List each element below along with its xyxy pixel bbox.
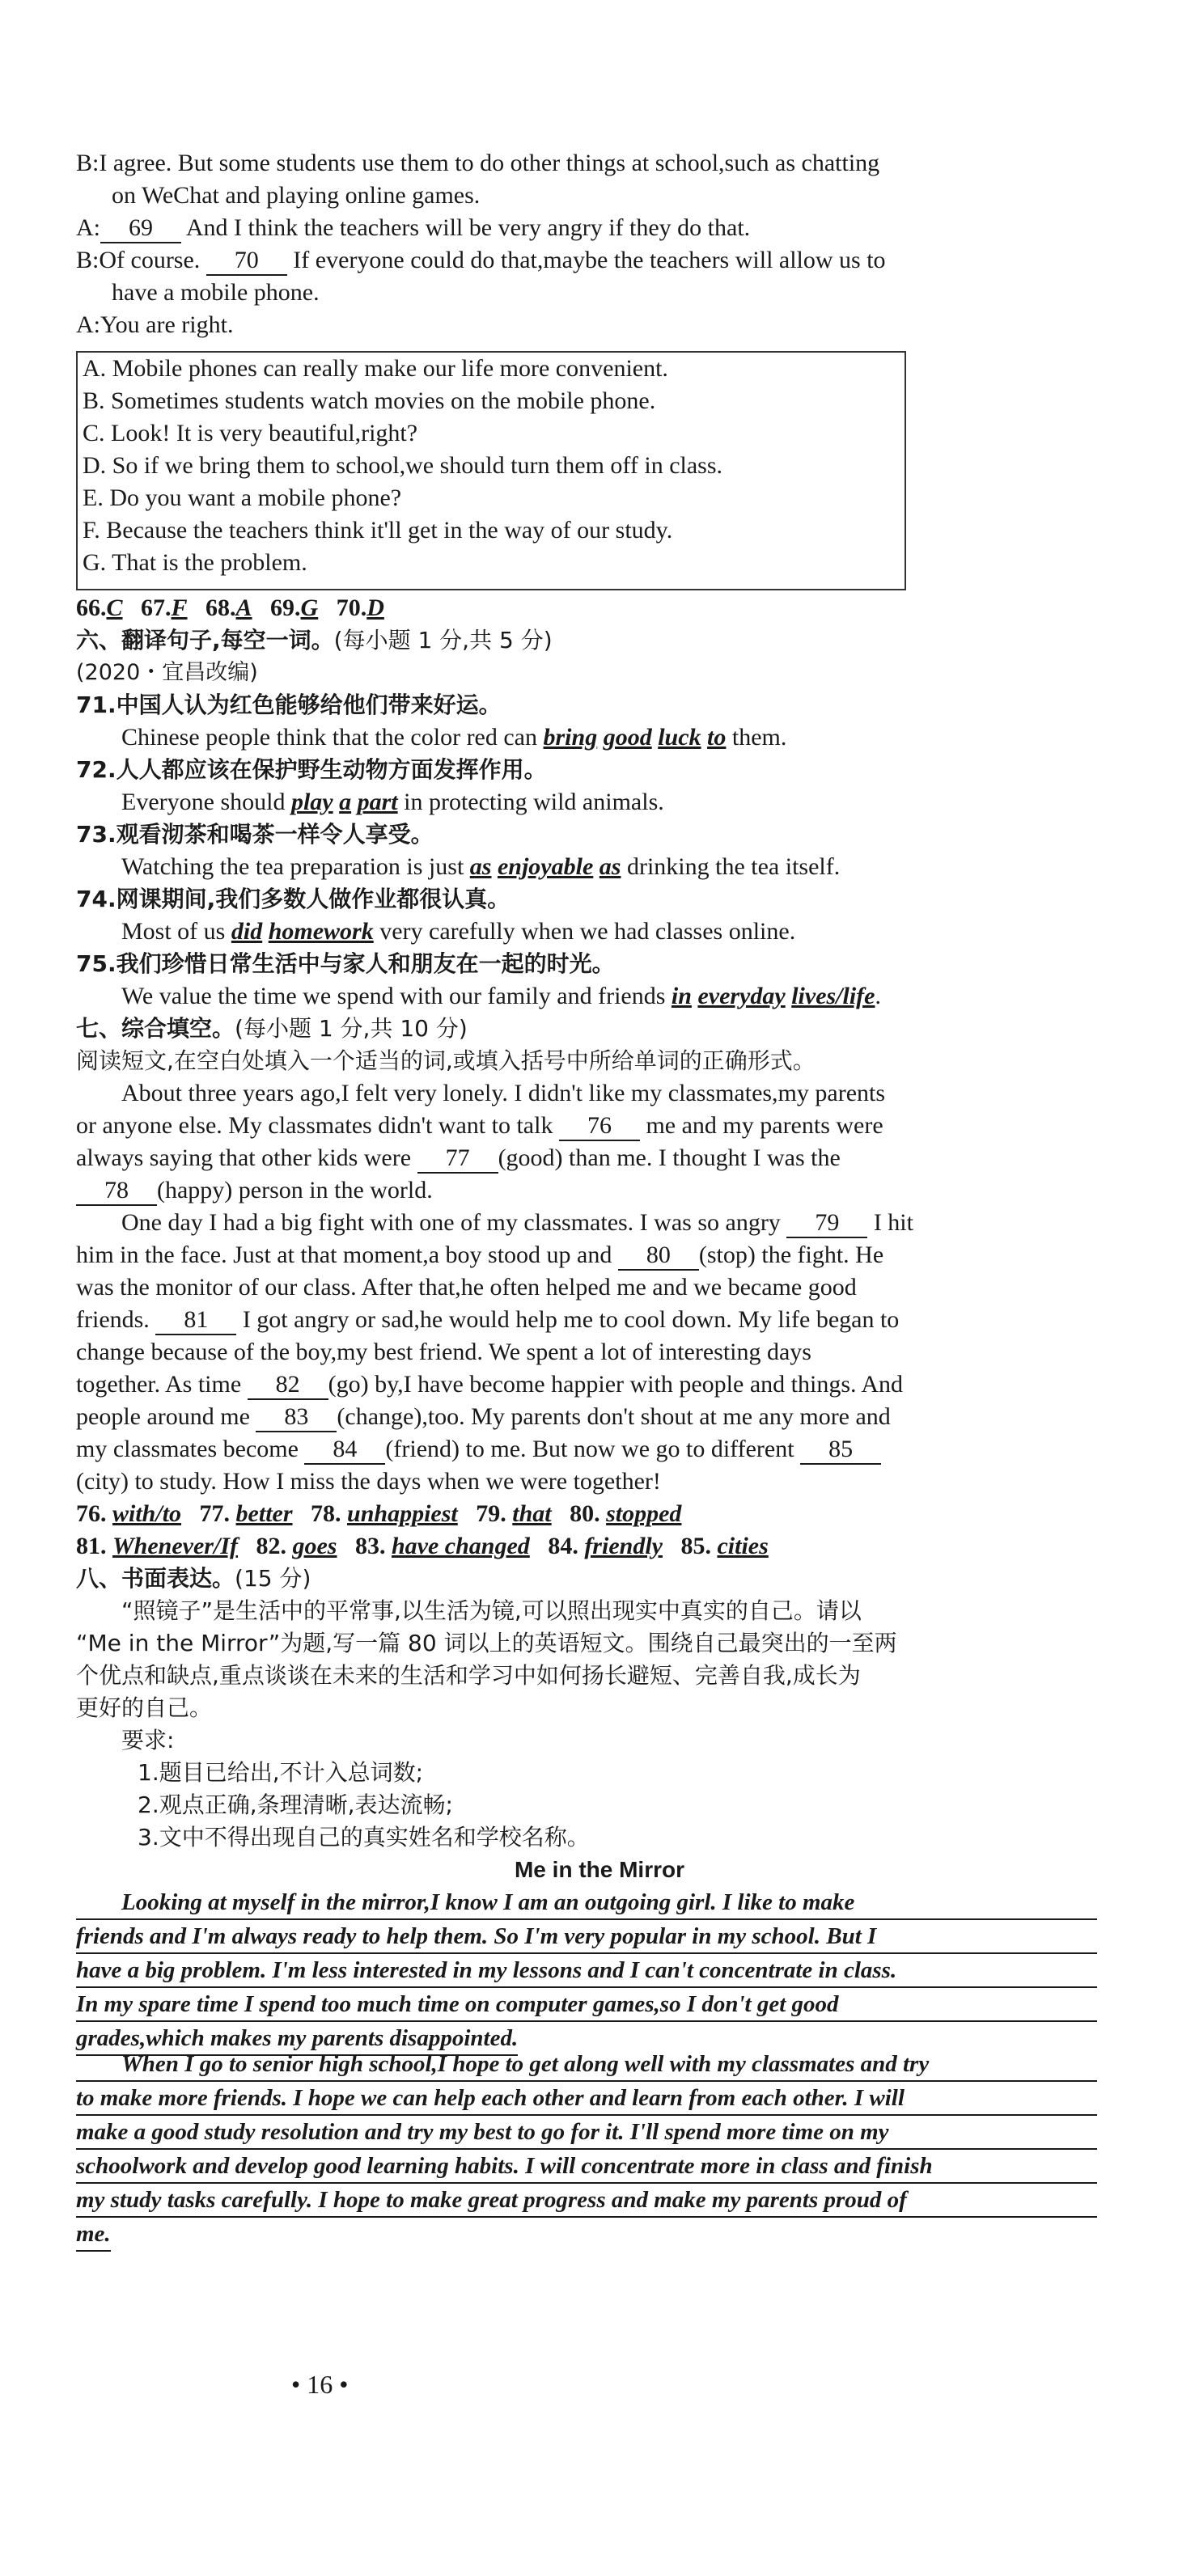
blank-69: 69 (100, 214, 181, 243)
question-72-en: Everyone should play a part in protecting wild animals. (121, 789, 664, 815)
question-75-zh: 75.我们珍惜日常生活中与家人和朋友在一起的时光。 (76, 950, 615, 977)
answer-72-word: play (290, 789, 333, 815)
essay-paragraph-2 (76, 2048, 1097, 2252)
passage-line: together. As time 82 (go) by,I have become happier with people and things. And (76, 1368, 903, 1401)
prompt-line: 更好的自己。 (76, 1694, 213, 1721)
question-71-en: Chinese people think that the color red can bring good luck to them. (121, 724, 787, 751)
blank-70: 70 (206, 247, 287, 276)
dialog-line: A:You are right. (76, 311, 234, 338)
blank-81: 81 (155, 1306, 236, 1335)
answer-66: C (106, 594, 123, 621)
blank-77: 77 (417, 1144, 498, 1174)
essay-line: In my spare time I spend too much time on computer games,so I don't get good (76, 1988, 1097, 2022)
prompt-line: “Me in the Mirror”为题,写一篇 80 词以上的英语短文。围绕自己最突出的一至两 (76, 1630, 897, 1656)
dialog-text: And I think the teachers will be very angry if they do that. (185, 214, 751, 241)
requirement-1: 1.题目已给出,不计入总词数; (138, 1759, 424, 1786)
answer-67: F (171, 594, 188, 621)
answer-74-word: did (231, 918, 263, 945)
answer-73-word: as (469, 853, 492, 880)
answer-row-66-70: 66.C 67.F 68.A 69.G 70.D (76, 594, 384, 621)
passage-line: people around me 83 (change),too. My parents don't shout at me any more and (76, 1401, 891, 1433)
essay-line: schoolwork and develop good learning habits. I will concentrate more in class and finish (76, 2150, 1097, 2184)
essay-paragraph-1 (76, 1886, 1097, 2056)
answer-73-word: enjoyable (497, 853, 594, 880)
essay-line: my study tasks carefully. I hope to make great progress and make my parents proud of (76, 2184, 1097, 2218)
page-number: • 16 • (291, 2370, 349, 2399)
section-6-source: (2020・宜昌改编) (76, 660, 258, 685)
essay-title: Me in the Mirror (514, 1857, 684, 1882)
answer-71-word: bring (543, 724, 598, 751)
answer-77: better (235, 1500, 293, 1527)
passage-line: or anyone else. My classmates didn't want to talk 76 me and my parents were (76, 1110, 883, 1142)
question-71-zh: 71.中国人认为红色能够给他们带来好运。 (76, 692, 502, 718)
question-74-en: Most of us did homework very carefully when we had classes online. (121, 918, 796, 945)
essay-line: to make more friends. I hope we can help each other and learn from each other. I will (76, 2082, 1097, 2116)
dialog-text: If everyone could do that,maybe the teachers will allow us to (293, 247, 886, 273)
prompt-line: “照镜子”是生活中的平常事,以生活为镜,可以照出现实中真实的自己。请以 (121, 1597, 862, 1624)
option-e: E. Do you want a mobile phone? (83, 484, 402, 511)
option-b: B. Sometimes students watch movies on the mobile phone. (83, 387, 656, 414)
dialog-line (76, 212, 750, 244)
section-7-header: 七、综合填空。(每小题 1 分,共 10 分) (76, 1015, 468, 1042)
answer-80: stopped (606, 1500, 682, 1527)
passage-line: change because of the boy,my best friend. We spent a lot of interesting days (76, 1339, 811, 1365)
blank-79: 79 (786, 1209, 867, 1238)
passage-line: always saying that other kids were 77 (good) than me. I thought I was the (76, 1142, 841, 1174)
speaker-label: A: (76, 214, 100, 241)
passage-line: 78 (happy) person in the world. (76, 1174, 433, 1207)
answer-78: unhappiest (347, 1500, 458, 1527)
essay-line: have a big problem. I'm less interested in my lessons and I can't concentrate in class. (76, 1954, 1097, 1988)
answer-72-word: part (357, 789, 398, 815)
option-f: F. Because the teachers think it'll get in the way of our study. (83, 517, 673, 544)
question-73-en: Watching the tea preparation is just as enjoyable as drinking the tea itself. (121, 853, 841, 880)
blank-85: 85 (800, 1436, 881, 1465)
option-c: C. Look! It is very beautiful,right? (83, 420, 418, 446)
answer-69: G (300, 594, 319, 621)
answer-71-word: good (603, 724, 652, 751)
essay-line: When I go to senior high school,I hope to get along well with my classmates and try (76, 2048, 1097, 2082)
option-g: G. That is the problem. (83, 549, 307, 576)
dialog-line: on WeChat and playing online games. (112, 182, 481, 209)
essay-line: me. (76, 2218, 111, 2252)
passage-line: friends. 81 I got angry or sad,he would help me to cool down. My life began to (76, 1304, 899, 1336)
answer-row-81-85: 81. Whenever/If 82. goes 83. have changed 84. friendly 85. cities (76, 1533, 769, 1559)
option-d: D. So if we bring them to school,we should turn them off in class. (83, 452, 723, 479)
blank-82: 82 (248, 1371, 328, 1400)
blank-83: 83 (256, 1403, 337, 1432)
answer-row-76-80: 76. with/to 77. better 78. unhappiest 79. that 80. stopped (76, 1500, 682, 1527)
dialog-line: have a mobile phone. (112, 279, 320, 306)
dialog-text: B:Of course. (76, 247, 201, 273)
question-72-zh: 72.人人都应该在保护野生动物方面发挥作用。 (76, 756, 547, 783)
blank-84: 84 (304, 1436, 385, 1465)
answer-71-word: to (707, 724, 727, 751)
section-7-instruction: 阅读短文,在空白处填入一个适当的词,或填入括号中所给单词的正确形式。 (76, 1047, 816, 1074)
passage-line: About three years ago,I felt very lonely. I didn't like my classmates,my parents (121, 1080, 886, 1106)
option-a: A. Mobile phones can really make our life more convenient. (83, 355, 668, 382)
essay-line: grades,which makes my parents disappointed. (76, 2022, 518, 2056)
answer-68: A (235, 594, 252, 621)
section-6-header: 六、翻译句子,每空一词。(每小题 1 分,共 5 分) (76, 627, 553, 654)
answer-75-word: in (671, 983, 692, 1009)
answer-79: that (512, 1500, 552, 1527)
answer-72-word: a (339, 789, 352, 815)
essay-line: friends and I'm always ready to help them. So I'm very popular in my school. But I (76, 1920, 1097, 1954)
answer-83: have changed (391, 1533, 530, 1559)
passage-line: (city) to study. How I miss the days when we were together! (76, 1468, 661, 1495)
requirement-2: 2.观点正确,条理清晰,表达流畅; (138, 1791, 453, 1818)
blank-80: 80 (618, 1241, 699, 1271)
passage-line: my classmates become 84 (friend) to me. But now we go to different 85 (76, 1433, 881, 1466)
answer-74-word: homework (268, 918, 374, 945)
answer-70: D (366, 594, 384, 621)
blank-76: 76 (559, 1112, 640, 1141)
question-74-zh: 74.网课期间,我们多数人做作业都很认真。 (76, 886, 511, 912)
answer-85: cities (717, 1533, 769, 1559)
question-75-en: We value the time we spend with our family and friends in everyday lives/life. (121, 983, 881, 1009)
essay-line: Looking at myself in the mirror,I know I am an outgoing girl. I like to make (76, 1886, 1097, 1920)
answer-76: with/to (112, 1500, 182, 1527)
answer-75-word: lives/life (791, 983, 875, 1009)
blank-78: 78 (76, 1177, 157, 1206)
requirements-title: 要求: (121, 1727, 175, 1753)
answer-81: Whenever/If (112, 1533, 238, 1559)
answer-75-word: everyday (697, 983, 786, 1009)
answer-71-word: luck (658, 724, 701, 751)
answer-73-word: as (599, 853, 621, 880)
section-8-header: 八、书面表达。(15 分) (76, 1565, 311, 1592)
essay-line: make a good study resolution and try my best to go for it. I'll spend more time on my (76, 2116, 1097, 2150)
passage-line: him in the face. Just at that moment,a boy stood up and 80 (stop) the fight. He (76, 1239, 883, 1271)
prompt-line: 个优点和缺点,重点谈谈在未来的生活和学习中如何扬长避短、完善自我,成长为 (76, 1662, 861, 1689)
answer-82: goes (292, 1533, 337, 1559)
dialog-line: B:I agree. But some students use them to do other things at school,such as chatting (76, 150, 880, 176)
answer-84: friendly (584, 1533, 663, 1559)
dialog-line (76, 244, 886, 277)
passage-line: was the monitor of our class. After that,he often helped me and we became good (76, 1274, 857, 1301)
question-73-zh: 73.观看沏茶和喝茶一样令人享受。 (76, 821, 434, 848)
requirement-3: 3.文中不得出现自己的真实姓名和学校名称。 (138, 1824, 590, 1851)
passage-line: One day I had a big fight with one of my classmates. I was so angry 79 I hit (121, 1207, 913, 1239)
